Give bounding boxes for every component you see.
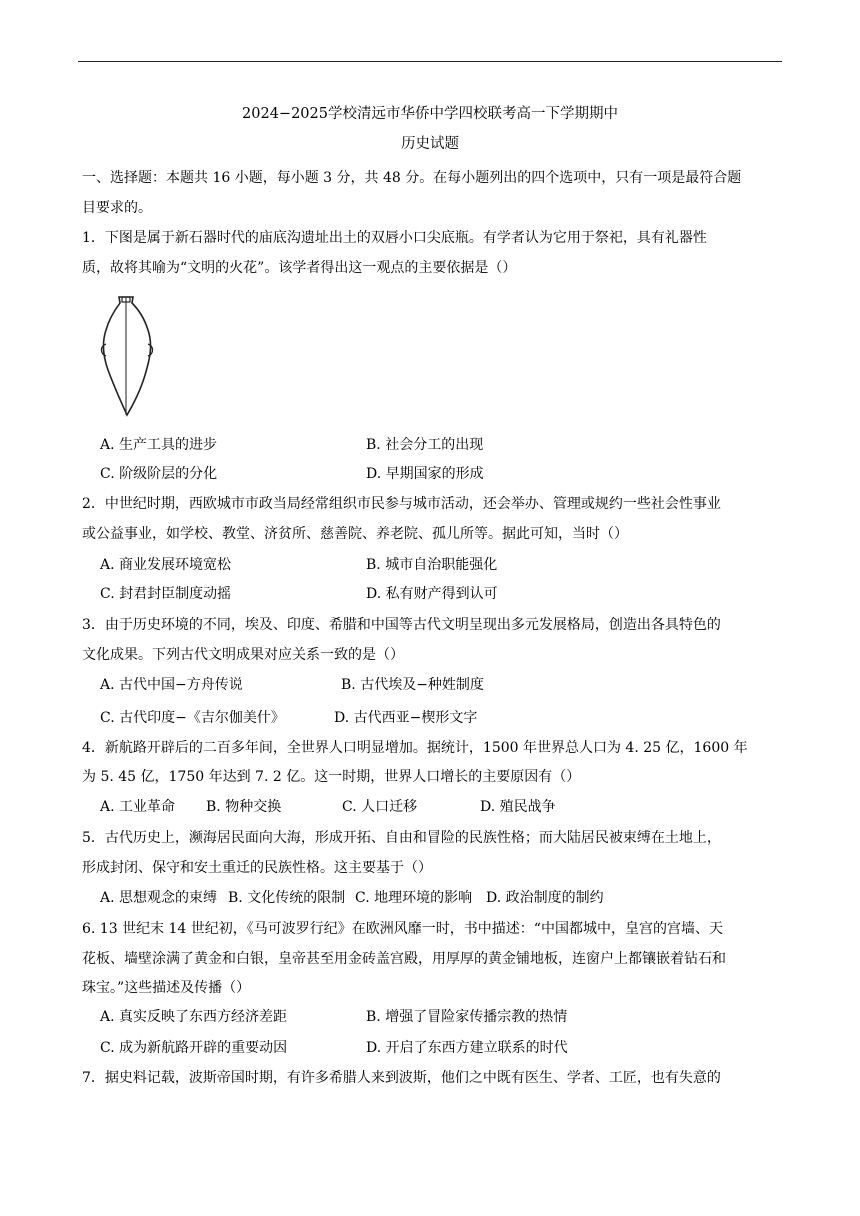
q6-option-c: C. 成为新航路开辟的重要动因 (100, 1040, 288, 1056)
q5-option-c: C. 地理环境的影响 (355, 890, 473, 906)
q6-option-d: D. 开启了东西方建立联系的时代 (366, 1040, 568, 1056)
q2-stem-line-2: 或公益事业，如学校、教堂、济贫所、慈善院、养老院、孤儿所等。据此可知，当时（） (82, 526, 628, 542)
q5-option-b: B. 文化传统的限制 (228, 890, 346, 906)
q3-stem-line-1: 3．由于历史环境的不同，埃及、印度、希腊和中国等古代文明呈现出多元发展格局，创造出各具特色的 (82, 617, 721, 633)
q4-option-c: C. 人口迁移 (342, 799, 418, 815)
q2-option-b: B. 城市自治职能强化 (366, 557, 498, 573)
q1-option-b: B. 社会分工的出现 (366, 437, 484, 453)
exam-subtitle: 历史试题 (401, 136, 459, 152)
q5-stem-line-2: 形成封闭、保守和安土重迁的民族性格。这主要基于（） (82, 860, 432, 876)
q5-stem-line-1: 5．古代历史上，濒海居民面向大海，形成开拓、自由和冒险的民族性格；而大陆居民被束缚在土地上， (82, 830, 721, 846)
q6-option-a: A. 真实反映了东西方经济差距 (100, 1009, 288, 1025)
q3-option-a: A. 古代中国−方舟传说 (100, 677, 243, 693)
q6-stem-line-1: 6. 13 世纪末 14 世纪初，《马可波罗行纪》在欧洲风靡一时，书中描述：“中国都城中，皇宫的宫墙、天 (82, 921, 723, 937)
q3-option-c: C. 古代印度−《吉尔伽美什》 (100, 710, 285, 726)
q1-option-d: D. 早期国家的形成 (366, 466, 484, 482)
q2-stem-line-1: 2．中世纪时期，西欧城市市政当局经常组织市民参与城市活动，还会举办、管理或规约一些社会性事业 (82, 496, 721, 512)
section-instruction-line-1: 一、选择题：本题共 16 小题，每小题 3 分，共 48 分。在每小题列出的四个选项中，只有一项是最符合题 (82, 170, 742, 186)
q3-stem-line-2: 文化成果。下列古代文明成果对应关系一致的是（） (82, 647, 404, 663)
q5-option-a: A. 思想观念的束缚 (100, 890, 218, 906)
q6-stem-line-3: 珠宝。”这些描述及传播（） (82, 980, 251, 996)
q1-option-a: A. 生产工具的进步 (100, 437, 218, 453)
q6-stem-line-2: 花板、墙壁涂满了黄金和白银，皇帝甚至用金砖盖宫殿，用厚厚的黄金铺地板，连窗户上都镶嵌着钻石和 (82, 951, 726, 967)
section-instruction-line-2: 目要求的。 (82, 200, 152, 216)
header-rule (78, 61, 782, 62)
q2-option-d: D. 私有财产得到认可 (366, 586, 498, 602)
pointed-bottom-bottle-image (100, 294, 164, 418)
q2-option-a: A. 商业发展环境宽松 (100, 557, 232, 573)
q1-stem-line-1: 1．下图是属于新石器时代的庙底沟遗址出土的双唇小口尖底瓶。有学者认为它用于祭祀，具有礼器性 (82, 230, 707, 246)
q2-option-c: C. 封君封臣制度动摇 (100, 586, 232, 602)
q4-stem-line-2: 为 5. 45 亿，1750 年达到 7. 2 亿。这一时期，世界人口增长的主要原因有（） (82, 769, 581, 785)
q4-option-a: A. 工业革命 (100, 799, 176, 815)
q7-stem-line-1: 7．据史料记载，波斯帝国时期，有许多希腊人来到波斯，他们之中既有医生、学者、工匠，也有失意的 (82, 1070, 721, 1086)
q1-option-c: C. 阶级阶层的分化 (100, 466, 218, 482)
q4-option-d: D. 殖民战争 (480, 799, 556, 815)
q5-option-d: D. 政治制度的制约 (486, 890, 604, 906)
q3-option-b: B. 古代埃及−种姓制度 (341, 677, 484, 693)
q4-option-b: B. 物种交换 (206, 799, 282, 815)
q4-stem-line-1: 4．新航路开辟后的二百多年间，全世界人口明显增加。据统计，1500 年世界总人口为 4. 25 亿，1600 年 (82, 740, 748, 756)
q3-option-d: D. 古代西亚−楔形文字 (334, 710, 478, 726)
exam-title: 2024−2025学校清远市华侨中学四校联考高一下学期期中 (242, 106, 618, 122)
q6-option-b: B. 增强了冒险家传播宗教的热情 (366, 1009, 568, 1025)
q1-stem-line-2: 质，故将其喻为“文明的火花”。该学者得出这一观点的主要依据是（） (82, 260, 517, 276)
